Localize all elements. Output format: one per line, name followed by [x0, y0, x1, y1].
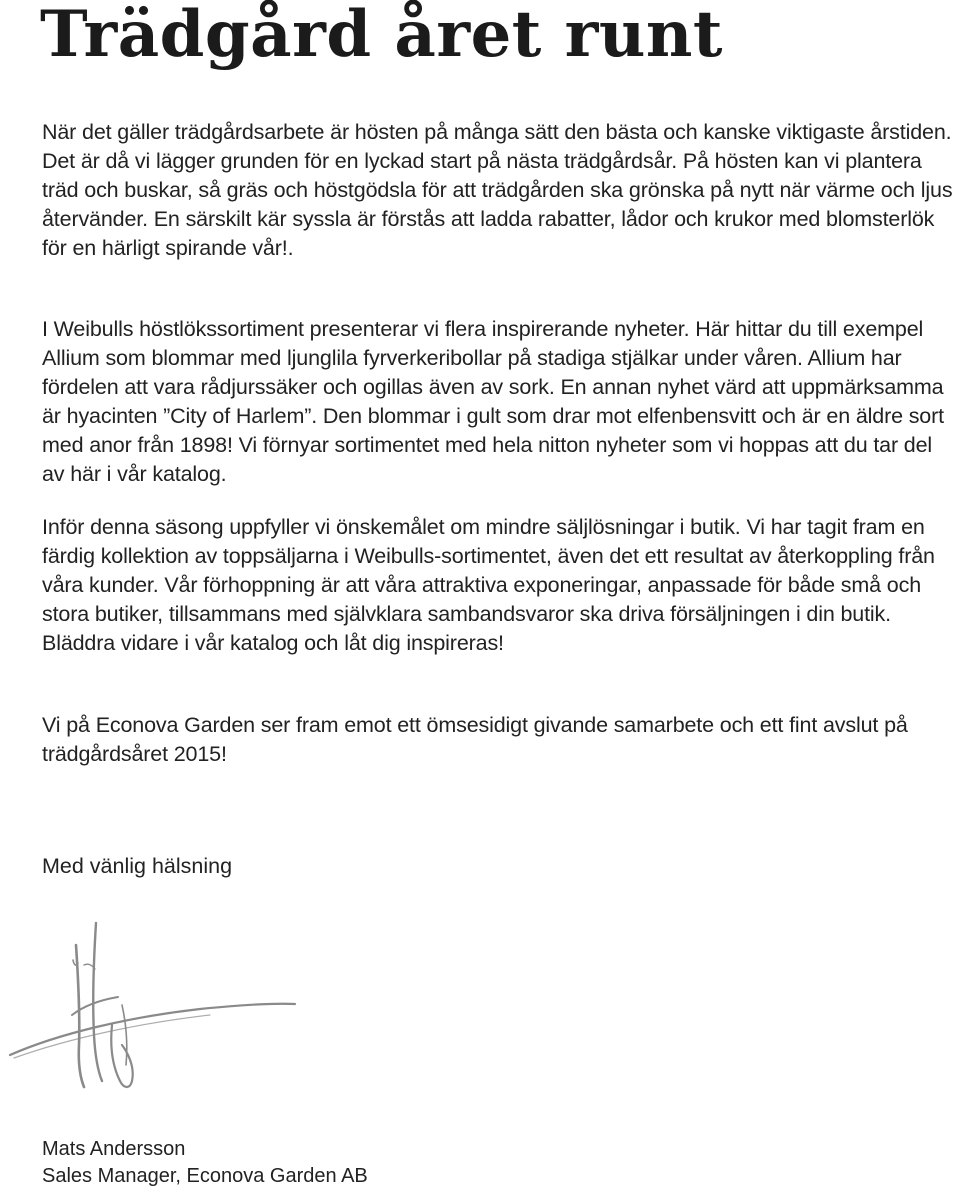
signature-icon	[0, 905, 300, 1105]
page-title: Trädgård året runt	[40, 0, 723, 72]
paragraph-outro: Vi på Econova Garden ser fram emot ett ömsesidigt givande samarbete och ett fint avslut på trädgårdsåret 2015!	[42, 713, 908, 766]
paragraph-intro: När det gäller trädgårdsarbete är hösten på många sätt den bästa och kanske viktigaste årstiden. Det är då vi lägger grunden för en lyckad start på nästa trädgårdsår. På hösten kan vi plantera träd och buskar, så gräs och höstgödsla för att trädgården ska grönska på nytt när värme och ljus återvänder. En särskilt kär syssla är förstås att ladda rabatter, lådor och krukor med blomsterlök för en härligt spirande vår!.	[42, 120, 953, 260]
paragraph-news: I Weibulls höstlökssortiment presenterar vi flera inspirerande nyheter. Här hittar du till exempel Allium som blommar med ljunglila fyrverkeribollar på stadiga stjälkar under våren. Allium har fördelen att vara rådjurssäker och ogillas även av sork. En annan nyhet värd att uppmärksamma är hyacinten ”City of Harlem”. Den blommar i gult som drar mot elfenbensvitt och är en äldre sort med anor från 1898! Vi förnyar sortimentet med hela nitton nyheter som vi hoppas att du tar del av här i vår katalog.	[42, 317, 944, 486]
signer-name: Mats Andersson	[42, 1138, 186, 1160]
closing-greeting: Med vänlig hälsning	[42, 854, 233, 878]
signer-role: Sales Manager, Econova Garden AB	[42, 1165, 368, 1187]
paragraph-season: Inför denna säsong uppfyller vi önskemålet om mindre säljlösningar i butik. Vi har tagit fram en färdig kollektion av toppsäljarna i Weibulls-sortimentet, även det ett resultat av återkoppling från våra kunder. Vår förhoppning är att våra attraktiva exponeringar, anpassade för både små och stora butiker, tillsammans med självklara sambandsvaror ska driva försäljningen i din butik. Bläddra vidare i vår katalog och låt dig inspireras!	[42, 515, 935, 655]
